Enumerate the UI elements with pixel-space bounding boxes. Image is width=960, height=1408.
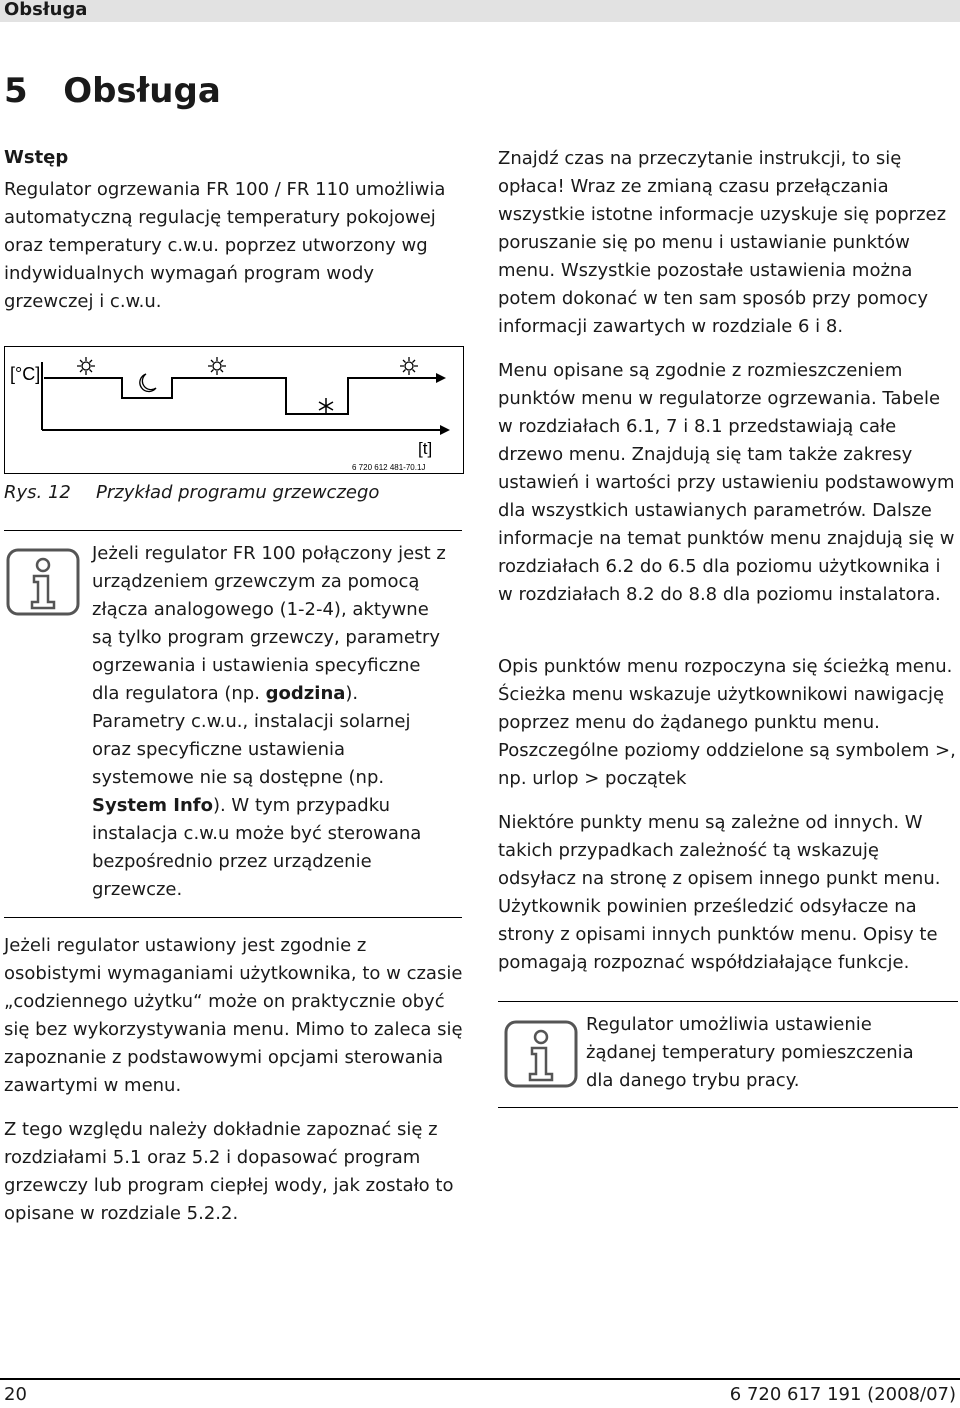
paragraph-menu-path: Opis punktów menu rozpoczyna się ścieżką menu. Ścieżka menu wskazuje użytkownikowi nawigację poprzez menu do żądanego punktu menu. Poszczególne poziomy oddzielone są symbolem >, np. urlop > początek (498, 656, 956, 789)
paragraph-read-manual: Znajdź czas na przeczytanie instrukcji, to się opłaca! Wraz ze zmianą czasu przełączania wszystkie istotne informacje uzyskuje się poprzez poruszanie się po menu i ustawianie punktów menu. Wszystkie pozostałe ustawienia można potem dokonać w ten sam sposób przy pomocy informacji zawartych w rozdziale 6 i 8. (498, 148, 947, 337)
info-icon (504, 1020, 584, 1090)
figure-caption-number: Rys. 12 (4, 482, 71, 503)
chapter-name: Obsługa (63, 71, 221, 111)
note-text-part: Jeżeli regulator FR 100 połączony jest z urządzeniem grzewczym za pomocą złącza analogowego (1-2-4), aktywne są tylko program grzewczy, parametry ogrzewania i ustawienia specyficzne dla regulatora (np. (92, 543, 446, 704)
info-icon (6, 548, 86, 618)
sun-icon (77, 357, 95, 375)
sun-icon (400, 357, 418, 375)
paragraph-dependencies: Niektóre punkty menu są zależne od innych. W takich przypadkach zależność tą wskazuję odsyłacz na stronę z opisem innego punkt menu. Użytkownik powinien prześledzić odsyłacze na strony z opisami innych punktów menu. Opisy te pomagają rozpoznać współdziałające funkcje. (498, 812, 941, 973)
footer-rule (0, 1378, 960, 1380)
paragraph-daily-use: Jeżeli regulator ustawiony jest zgodnie z osobistymi wymaganiami użytkownika, to w czasie „codziennego użytku“ może on praktycznie obyć się bez wykorzystywania menu. Mimo to zaleca się zapoznanie z podstawowymi opcjami sterowania zawartymi w menu. (4, 935, 463, 1096)
note-bottom-rule (4, 917, 462, 918)
page-number: 20 (4, 1384, 27, 1405)
figure-code: 6 720 612 481-70.1J (352, 463, 426, 472)
note-text-part: ). Parametry c.w.u., instalacji solarnej oraz specyficzne ustawienia systemowe nie są dostępne (np. (92, 683, 411, 788)
note-room-temperature: Regulator umożliwia ustawienie żądanej temperatury pomieszczenia dla danego trybu pracy. (586, 1014, 914, 1091)
header-bar (0, 0, 960, 22)
note-analog-connection (92, 540, 452, 904)
y-axis-label: [°C] (10, 364, 41, 384)
x-axis-label: [t] (418, 439, 433, 458)
figure-caption-text: Przykład programu grzewczego (96, 482, 380, 503)
chapter-title (4, 66, 221, 116)
document-number: 6 720 617 191 (2008/07) (729, 1384, 956, 1405)
heating-program-figure (4, 346, 464, 474)
note-top-rule (498, 1001, 958, 1002)
sun-icon (208, 357, 226, 375)
note-text-part: ). W tym przypadku instalacja c.w.u może być sterowana bezpośrednio przez urządzenie grzewcze. (92, 795, 422, 900)
intro-heading: Wstęp (4, 147, 69, 168)
paragraph-menu-structure: Menu opisane są zgodnie z rozmieszczeniem punktów menu w regulatorze ogrzewania. Tabele w rozdziałach 6.1, 7 i 8.1 przedstawiają całe drzewo menu. Znajdują się tam także zakresy ustawień i wartości przy ustawieniu podstawowym dla wszystkich ustawianych parametrów. Dalsze informacje na temat punktów menu znajdują się w rozdziałach 6.2 do 6.5 dla poziomu użytkownika i w rozdziałach 8.2 do 8.8 dla poziomu instalatora. (498, 360, 955, 605)
note-bottom-rule (498, 1107, 958, 1108)
note-bold-term: System Info (92, 795, 213, 816)
note-top-rule (4, 530, 462, 531)
paragraph-read-chapters: Z tego względu należy dokładnie zapoznać się z rozdziałami 5.1 oraz 5.2 i dopasować program grzewczy lub program ciepłej wody, jak zostało to opisane w rozdziale 5.2.2. (4, 1119, 454, 1224)
running-header: Obsługa (4, 0, 88, 20)
snowflake-icon (319, 398, 333, 414)
note-bold-term: godzina (265, 683, 346, 704)
intro-text: Regulator ogrzewania FR 100 / FR 110 umożliwia automatyczną regulację temperatury pokojowej oraz temperatury c.w.u. poprzez utworzony wg indywidualnych wymagań program wody grzewczej i c.w.u. (4, 179, 446, 312)
moon-icon (140, 374, 156, 392)
chapter-number: 5 (4, 71, 28, 111)
heating-program-diagram (4, 346, 464, 474)
